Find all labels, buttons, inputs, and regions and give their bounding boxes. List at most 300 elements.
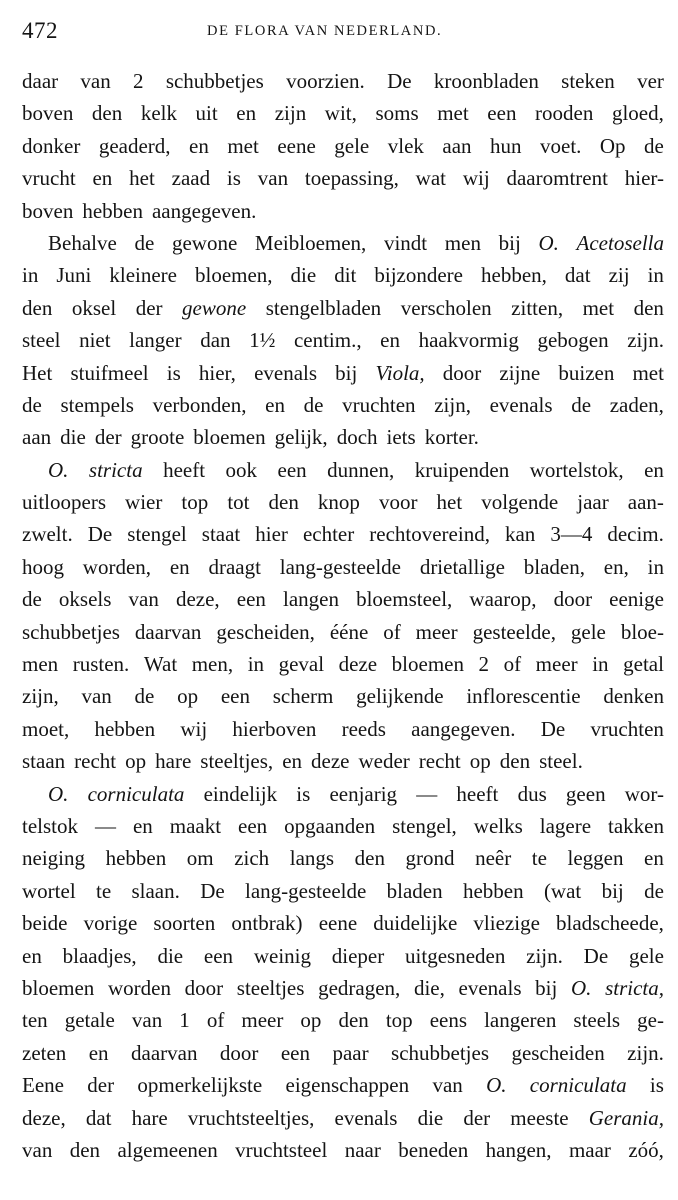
word: eenige <box>609 587 664 612</box>
word: rechtovereind, <box>369 522 490 547</box>
word: bladen <box>386 878 443 903</box>
word: der <box>87 1073 115 1098</box>
word: stengelbladen <box>265 295 382 320</box>
word: evenals <box>489 392 553 417</box>
word: aan- <box>627 490 664 515</box>
word: de <box>644 133 664 158</box>
text-line <box>22 357 664 389</box>
word: stengel <box>127 522 187 547</box>
word: vruchtsteel <box>235 1137 328 1162</box>
italic-word: O. <box>48 781 69 806</box>
word: voorzien. <box>286 69 365 93</box>
word: op <box>125 749 147 774</box>
word: evenals <box>458 975 522 1000</box>
word: of <box>503 652 522 677</box>
word: vliezige <box>473 911 540 936</box>
word: schubbetjes <box>22 619 120 644</box>
word: die <box>290 263 317 288</box>
word: decim. <box>607 522 664 547</box>
text-line <box>22 454 664 486</box>
word: neiging <box>22 846 85 871</box>
text-line <box>22 875 664 907</box>
word: en <box>22 943 42 968</box>
word: recht <box>74 749 117 774</box>
word: langer <box>129 328 182 353</box>
word: die <box>157 943 184 968</box>
word: dunnen, <box>327 457 395 482</box>
word: gedragen, <box>318 975 401 1000</box>
word: het <box>129 166 155 191</box>
word: duidelijke <box>373 911 458 936</box>
word: top <box>181 490 209 515</box>
text-line <box>22 907 664 939</box>
word: gescheiden, <box>216 619 315 644</box>
word: eene <box>318 911 358 936</box>
word: en <box>265 392 285 417</box>
word: opgaanden <box>284 813 376 838</box>
italic-word: O. <box>48 457 69 482</box>
word: is <box>226 166 241 191</box>
word: wortelstok, <box>529 457 624 482</box>
word: met <box>437 101 469 126</box>
word: vorige <box>83 911 138 936</box>
word: dieper <box>331 943 385 968</box>
word: welks <box>473 813 523 838</box>
word: rooden <box>535 101 594 126</box>
word: bladen, <box>523 554 585 579</box>
word: kan <box>504 522 536 547</box>
word: gele <box>570 619 606 644</box>
word: in <box>647 263 664 288</box>
italic-word: corniculata <box>529 1073 627 1098</box>
word: zaden, <box>609 392 664 417</box>
word: groote <box>130 425 185 450</box>
word: hebben <box>82 198 143 223</box>
text-line <box>22 745 664 777</box>
word: een <box>236 587 266 612</box>
text-line <box>22 324 664 356</box>
word: de <box>134 230 155 255</box>
word: bloemen <box>391 652 464 677</box>
word: verscholen <box>400 295 492 320</box>
word: kroonbladen <box>433 69 539 93</box>
word: 2 <box>478 652 490 677</box>
text-line <box>22 551 664 583</box>
word: door <box>184 975 224 1000</box>
word: geval <box>278 652 325 677</box>
word: de <box>303 392 324 417</box>
word: en <box>380 328 400 353</box>
word: te <box>531 846 547 871</box>
word: hebben <box>105 846 167 871</box>
word: De <box>200 878 225 903</box>
text-line <box>22 1134 664 1166</box>
word: opmerkelijkste <box>137 1073 263 1098</box>
word: der <box>94 425 122 450</box>
word: in <box>592 652 609 677</box>
word: steel <box>22 328 61 353</box>
word: hebben <box>94 716 156 741</box>
word: maar <box>568 1137 611 1162</box>
word: haakvormig <box>418 328 519 353</box>
word: van <box>131 1008 163 1033</box>
text-line <box>22 1004 664 1036</box>
word: top <box>385 1008 413 1033</box>
word: wortel <box>22 878 76 903</box>
word: weinig <box>253 943 311 968</box>
word: van <box>81 684 112 709</box>
word: doch <box>336 425 378 450</box>
word: donker <box>22 133 81 158</box>
word: daaromtrent <box>506 166 608 191</box>
word: vlek <box>387 133 424 158</box>
word: in <box>647 554 664 579</box>
word: rusten. <box>72 652 130 677</box>
word: inflorescentie <box>466 684 581 709</box>
word: Het <box>22 360 53 385</box>
word: is <box>296 781 311 806</box>
word: den <box>268 490 299 515</box>
word: wier <box>125 490 163 515</box>
word: van <box>432 1073 463 1098</box>
word: dat <box>85 1105 112 1130</box>
word: vruchtsteeltjes, <box>187 1105 315 1130</box>
word: steeltjes <box>236 975 305 1000</box>
word: den <box>91 101 123 126</box>
word: steel. <box>539 749 583 774</box>
text-line <box>22 486 664 518</box>
word: oksel <box>71 295 117 320</box>
word: zijn, <box>22 684 59 709</box>
word: om <box>186 846 214 871</box>
word: paar <box>332 1040 369 1065</box>
word: meer <box>535 652 578 677</box>
word: zij <box>608 263 630 288</box>
word: men <box>22 652 59 677</box>
text-line <box>22 842 664 874</box>
italic-word: Viola, <box>375 360 425 385</box>
word: eindelijk <box>203 781 278 806</box>
word: Wat <box>143 652 178 677</box>
text-line <box>22 227 664 259</box>
word: oksels <box>58 587 112 612</box>
word: 1½ <box>249 328 276 353</box>
word: en <box>282 749 303 774</box>
word: die <box>60 425 86 450</box>
word: steels <box>573 1008 621 1033</box>
word: de <box>571 392 592 417</box>
word: zijne <box>499 360 541 385</box>
word: daarvan <box>134 619 202 644</box>
text-line <box>22 1037 664 1069</box>
word: met <box>632 360 664 385</box>
word: knop <box>317 490 360 515</box>
word: kleinere <box>109 263 177 288</box>
word: Eene <box>22 1073 64 1098</box>
text-line <box>22 680 664 712</box>
word: bij <box>498 230 521 255</box>
word: een <box>238 813 268 838</box>
word: dit <box>334 263 357 288</box>
word: steeltjes, <box>200 749 274 774</box>
word: ontbrak) <box>231 911 303 936</box>
word: en <box>644 846 664 871</box>
word: gescheiden <box>511 1040 605 1065</box>
body-text <box>22 65 664 1166</box>
word: deze <box>338 652 378 677</box>
word: uit <box>195 101 218 126</box>
word: neêr <box>475 846 512 871</box>
word: van <box>22 1137 53 1162</box>
word: van <box>80 69 111 93</box>
text-line <box>22 518 664 550</box>
word: daar <box>22 69 59 93</box>
italic-word: stricta, <box>605 975 664 1000</box>
word: hoog <box>22 554 64 579</box>
word: wor- <box>624 781 664 806</box>
running-title: DE FLORA VAN NEDERLAND. <box>207 23 443 39</box>
word: of <box>206 1008 225 1033</box>
word: stuifmeel <box>70 360 149 385</box>
word: wat <box>415 166 446 191</box>
text-line <box>22 97 664 129</box>
word: getale <box>64 1008 115 1033</box>
text-line <box>22 810 664 842</box>
word: vindt <box>383 230 428 255</box>
word: zijn, <box>434 392 471 417</box>
word: het <box>436 490 463 515</box>
text-line <box>22 195 664 227</box>
word: bloemen, <box>194 263 273 288</box>
word: aan <box>442 133 472 158</box>
word: den <box>633 295 664 320</box>
word: dan <box>200 328 231 353</box>
word: heeft <box>456 781 499 806</box>
word: gele <box>334 133 370 158</box>
word: lang-gesteelde <box>245 878 367 903</box>
word: een <box>280 1040 310 1065</box>
word: vrucht <box>22 166 76 191</box>
text-line <box>22 940 664 972</box>
word: hier- <box>624 166 664 191</box>
word: deze, <box>175 587 220 612</box>
word: (wat <box>543 878 582 903</box>
italic-word: corniculata <box>87 781 185 806</box>
word: hangen, <box>485 1137 552 1162</box>
word: soms <box>375 101 419 126</box>
word: zijn <box>274 101 307 126</box>
word: grond <box>405 846 455 871</box>
text-line <box>22 648 664 680</box>
word: scherm <box>272 684 334 709</box>
word: langs <box>289 846 335 871</box>
word: die, <box>413 975 445 1000</box>
word: Meibloemen, <box>254 230 367 255</box>
word: den <box>354 846 385 871</box>
word: weder <box>358 749 410 774</box>
word: echter <box>302 522 355 547</box>
word: gloed, <box>611 101 664 126</box>
word: gesteelde, <box>472 619 556 644</box>
word: moet, <box>22 716 70 741</box>
word: gelijk, <box>274 425 328 450</box>
word: hare <box>155 749 192 774</box>
word: lang-gesteelde <box>279 554 402 579</box>
word: schubbetjes <box>391 1040 489 1065</box>
text-line <box>22 162 664 194</box>
word: soorten <box>153 911 216 936</box>
word: vruchten <box>342 392 416 417</box>
word: toepassing, <box>304 166 399 191</box>
word: is <box>166 360 181 385</box>
word: ééne <box>329 619 369 644</box>
word: beneden <box>398 1137 469 1162</box>
word: aan <box>22 425 52 450</box>
word: geen <box>565 781 606 806</box>
word: eenjarig <box>329 781 398 806</box>
word: hun <box>490 133 522 158</box>
italic-word: Gerania, <box>588 1105 664 1130</box>
word: geaderd, <box>98 133 171 158</box>
word: uitloopers <box>22 490 106 515</box>
text-line <box>22 713 664 745</box>
text-line <box>22 1069 664 1101</box>
word: met <box>582 295 615 320</box>
word: leggen <box>567 846 624 871</box>
word: Behalve <box>48 230 117 255</box>
word: verbonden, <box>152 392 247 417</box>
word: ook <box>225 457 258 482</box>
word: een <box>203 943 234 968</box>
word: voor <box>378 490 418 515</box>
word: zich <box>234 846 270 871</box>
word: evenals <box>254 360 318 385</box>
word: een <box>220 684 250 709</box>
word: denken <box>603 684 664 709</box>
word: De <box>583 943 609 968</box>
word: waarop, <box>469 587 537 612</box>
word: die <box>417 1105 444 1130</box>
word: 1 <box>179 1008 190 1033</box>
word: dat <box>564 263 591 288</box>
word: en <box>88 1040 109 1065</box>
word: beide <box>22 911 68 936</box>
word: zóó, <box>628 1137 664 1162</box>
word: — <box>94 813 116 838</box>
word: zaad <box>171 166 211 191</box>
word: van <box>128 587 159 612</box>
text-line <box>22 130 664 162</box>
word: zwelt. <box>22 522 73 547</box>
word: der <box>135 295 163 320</box>
word: zijn. <box>526 943 563 968</box>
italic-word: O. <box>570 975 592 1000</box>
word: meer <box>415 619 458 644</box>
word: heeft <box>163 457 206 482</box>
word: deze, <box>22 1105 66 1130</box>
text-line <box>22 1102 664 1134</box>
text-line <box>22 65 664 97</box>
word: de <box>134 684 155 709</box>
word: op <box>300 1008 322 1033</box>
word: den <box>338 1008 369 1033</box>
word: en, <box>603 554 629 579</box>
page-number: 472 <box>22 18 58 43</box>
word: gelijkende <box>356 684 444 709</box>
word: stengel, <box>392 813 457 838</box>
word: gewone <box>171 230 238 255</box>
word: getal <box>623 652 664 677</box>
word: schubbetjes <box>165 69 264 93</box>
word: der <box>463 1105 491 1130</box>
word: zitten, <box>511 295 564 320</box>
word: hebben, <box>481 263 547 288</box>
word: hebben <box>462 878 524 903</box>
word: zeten <box>22 1040 67 1065</box>
word: korter. <box>424 425 479 450</box>
word: evenals <box>334 1105 398 1130</box>
word: draagt <box>208 554 261 579</box>
word: centim., <box>293 328 362 353</box>
word: hare <box>131 1105 168 1130</box>
word: slaan. <box>131 878 180 903</box>
word: men, <box>191 652 234 677</box>
word: eens <box>429 1008 468 1033</box>
word: hierboven <box>232 716 317 741</box>
word: bloemen <box>193 425 266 450</box>
word: of <box>383 619 401 644</box>
word: bij <box>535 975 558 1000</box>
word: bij <box>601 878 624 903</box>
word: kruipenden <box>414 457 510 482</box>
word: algemeenen <box>117 1137 218 1162</box>
text-line <box>22 778 664 810</box>
word: bloemsteel, <box>356 587 453 612</box>
word: Juni <box>56 263 92 288</box>
word: naar <box>344 1137 381 1162</box>
italic-word: Acetosella <box>576 230 664 255</box>
word: door <box>553 587 593 612</box>
text-line <box>22 389 664 421</box>
word: is <box>649 1073 664 1098</box>
word: eene <box>277 133 316 158</box>
word: hier <box>255 522 288 547</box>
word: gebogen <box>537 328 609 353</box>
word: kelk <box>140 101 177 126</box>
italic-word: stricta <box>88 457 143 482</box>
word: worden, <box>82 554 152 579</box>
text-line <box>22 259 664 291</box>
word: boven <box>22 198 74 223</box>
word: wit, <box>324 101 357 126</box>
word: de <box>22 587 42 612</box>
text-line <box>22 972 664 1004</box>
word: hier, <box>198 360 236 385</box>
word: — <box>416 781 438 806</box>
word: de <box>22 392 42 417</box>
word: telstok <box>22 813 78 838</box>
word: men <box>444 230 481 255</box>
word: te <box>95 878 112 903</box>
word: bloe- <box>620 619 664 644</box>
word: aangegeven. <box>151 198 257 223</box>
word: jaar <box>577 490 609 515</box>
word: blaadjes, <box>62 943 137 968</box>
word: boven <box>22 101 74 126</box>
word: in <box>247 652 265 677</box>
word: aangegeven. <box>411 716 516 741</box>
word: ver <box>637 69 664 93</box>
